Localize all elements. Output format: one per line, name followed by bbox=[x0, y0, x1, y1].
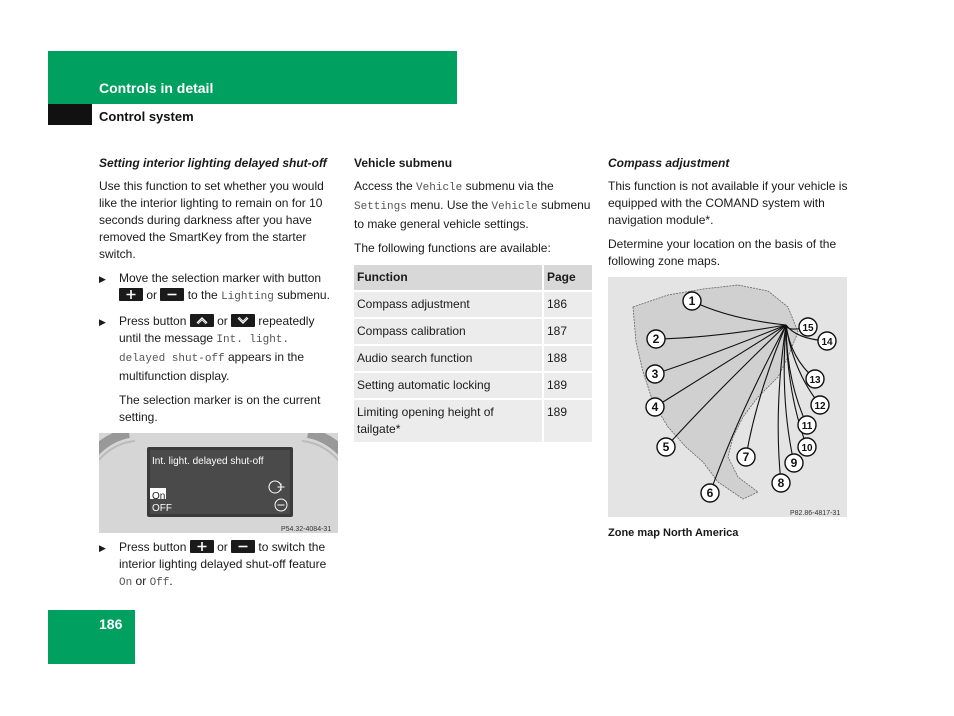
column-interior-lighting bbox=[99, 155, 339, 599]
header-marker bbox=[48, 104, 92, 125]
minus-button-icon bbox=[231, 540, 255, 553]
zone-marker-9 bbox=[785, 454, 803, 472]
display-option-off: OFF bbox=[152, 503, 172, 514]
table-row: Limiting opening height of tailgate* 189 bbox=[354, 399, 592, 443]
minus-button-icon bbox=[160, 288, 184, 301]
display-title: Int. light. delayed shut-off bbox=[152, 456, 264, 467]
display-option-on: On bbox=[152, 491, 166, 502]
zone-label: 13 bbox=[809, 375, 821, 386]
zone-label: 10 bbox=[801, 443, 813, 454]
bullet-triangle-icon: ▶ bbox=[99, 274, 106, 284]
instrument-cluster-illustration bbox=[99, 433, 338, 533]
zone-marker-5 bbox=[657, 438, 675, 456]
column-compass-adjustment bbox=[608, 155, 848, 542]
bullet-triangle-icon: ▶ bbox=[99, 543, 106, 553]
plus-button-icon bbox=[119, 288, 143, 301]
zone-marker-13 bbox=[806, 370, 824, 388]
table-header-row bbox=[354, 265, 592, 291]
zone-marker-4 bbox=[646, 398, 664, 416]
map-reference: P82.86-4817-31 bbox=[790, 510, 841, 517]
map-caption: Zone map North America bbox=[608, 527, 739, 539]
functions-available-text: The following functions are available: bbox=[354, 241, 551, 255]
zone-label: 3 bbox=[651, 367, 659, 381]
zone-label: 7 bbox=[742, 450, 750, 464]
table-row: Audio search function 188 bbox=[354, 345, 592, 372]
multifunction-display-photo bbox=[99, 433, 338, 533]
compass-adjustment-heading: Compass adjustment bbox=[608, 156, 730, 170]
vehicle-submenu-heading: Vehicle submenu bbox=[354, 156, 453, 170]
functions-table bbox=[354, 265, 592, 444]
zone-marker-14 bbox=[818, 332, 836, 350]
section-title: Controls in detail bbox=[99, 80, 214, 96]
zone-marker-7 bbox=[737, 448, 755, 466]
plus-button-icon bbox=[190, 540, 214, 553]
zone-label: 1 bbox=[688, 294, 696, 308]
zone-map-illustration bbox=[608, 277, 847, 517]
figure-reference: P54.32-4084-31 bbox=[281, 526, 332, 533]
zone-label: 6 bbox=[706, 486, 714, 500]
vehicle-submenu-intro: Access the Vehicle submenu via the Settings menu. Use the Vehicle submenu to make general vehicle settings. bbox=[354, 179, 591, 231]
zone-marker-11 bbox=[798, 416, 816, 434]
column-vehicle-submenu bbox=[354, 155, 594, 444]
page-number: 186 bbox=[99, 616, 123, 632]
zone-label: 12 bbox=[814, 401, 826, 412]
zone-label: 14 bbox=[821, 337, 833, 348]
zone-label: 9 bbox=[790, 456, 798, 470]
zone-marker-15 bbox=[799, 318, 817, 336]
zone-marker-10 bbox=[798, 438, 816, 456]
zone-label: 4 bbox=[651, 400, 659, 414]
step-1: ▶ Move the selection marker with button or to the Lighting submenu. bbox=[99, 271, 330, 303]
table-row: Setting automatic locking 189 bbox=[354, 372, 592, 399]
interior-lighting-heading: Setting interior lighting delayed shut-off bbox=[99, 156, 327, 170]
selection-note: The selection marker is on the current setting. bbox=[119, 393, 321, 424]
zone-label: 11 bbox=[801, 421, 813, 432]
zone-label: 5 bbox=[662, 440, 670, 454]
zone-marker-3 bbox=[646, 365, 664, 383]
table-row: Compass calibration 187 bbox=[354, 318, 592, 345]
menu-lighting: Lighting bbox=[221, 291, 274, 303]
zone-marker-8 bbox=[772, 474, 790, 492]
down-button-icon bbox=[231, 314, 255, 327]
table-header-page: Page bbox=[543, 265, 592, 291]
zone-marker-6 bbox=[701, 484, 719, 502]
compass-availability-text: This function is not available if your vehicle is equipped with the COMAND system with navigation module*. bbox=[608, 179, 848, 227]
option-on-text: On bbox=[119, 577, 133, 589]
zone-marker-2 bbox=[647, 330, 665, 348]
table-header-function: Function bbox=[354, 265, 543, 291]
zone-label: 2 bbox=[652, 332, 660, 346]
option-off-text: Off bbox=[149, 577, 170, 589]
step-2: ▶ Press button or repeatedly until the message Int. light. delayed shut-off appears in the multifunction display. bbox=[99, 314, 315, 383]
zone-label: 15 bbox=[802, 323, 814, 334]
zone-map-north-america bbox=[608, 277, 847, 517]
step-3: ▶ Press button or to switch the interior lighting delayed shut-off feature On or Off. bbox=[99, 540, 327, 589]
zone-marker-1 bbox=[683, 292, 701, 310]
interior-lighting-intro: Use this function to set whether you would like the interior lighting to remain on for 10 seconds during darkness after you have removed the SmartKey from the starter switch. bbox=[99, 179, 324, 261]
header-band bbox=[48, 51, 457, 104]
subsection-title: Control system bbox=[99, 109, 194, 124]
up-button-icon bbox=[190, 314, 214, 327]
message-text: Int. light. delayed shut-off bbox=[119, 334, 290, 365]
table-row: Compass adjustment 186 bbox=[354, 291, 592, 318]
zone-map-instruction: Determine your location on the basis of the following zone maps. bbox=[608, 237, 837, 268]
zone-marker-12 bbox=[811, 396, 829, 414]
bullet-triangle-icon: ▶ bbox=[99, 317, 106, 327]
zone-label: 8 bbox=[777, 476, 785, 490]
